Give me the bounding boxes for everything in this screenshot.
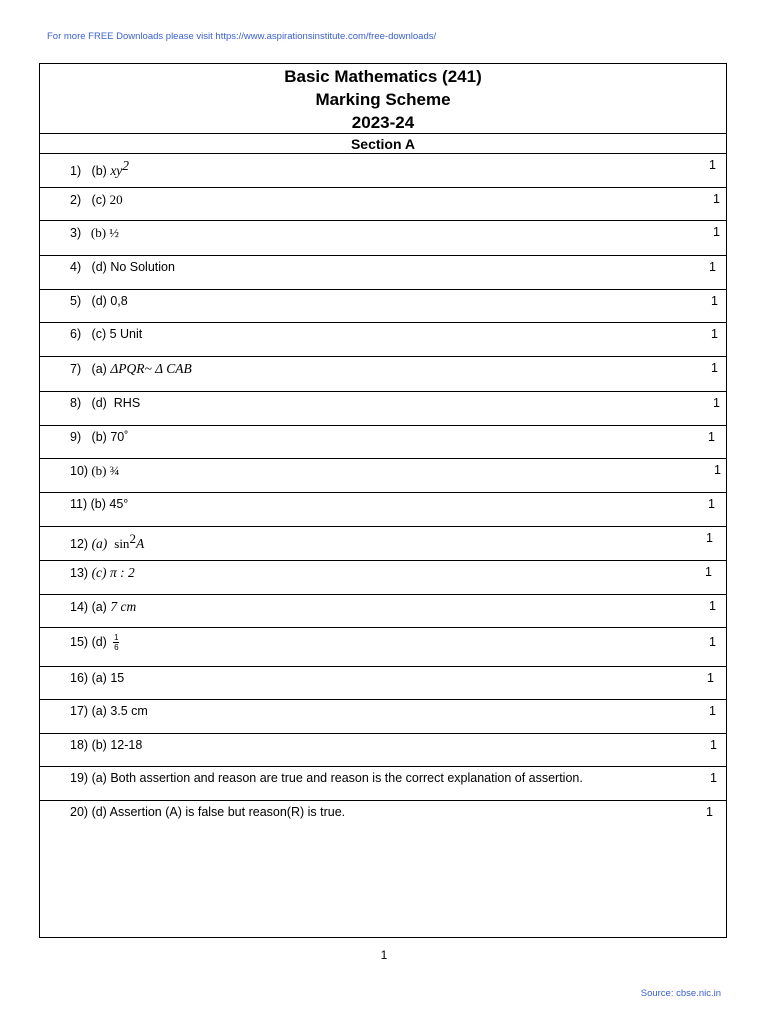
answer-marks: 1 <box>710 771 717 785</box>
answer-row <box>40 700 726 734</box>
answer-text: 4) (d) No Solution <box>70 260 175 274</box>
answer-text: 16) (a) 15 <box>70 671 125 685</box>
answer-text: 14) (a) 7 cm <box>70 599 137 614</box>
document-title: Basic Mathematics (241) <box>284 67 482 86</box>
answer-row <box>40 357 726 392</box>
answer-row <box>40 392 726 426</box>
answer-row <box>40 256 726 290</box>
answer-marks: 1 <box>711 294 718 308</box>
document-year: 2023-24 <box>351 113 415 132</box>
answer-row <box>40 323 726 357</box>
download-note: For more FREE Downloads please visit https://www.aspirationsinstitute.com/free-downloads/ <box>47 31 437 42</box>
answer-text: 20) (d) Assertion (A) is false but reason(R) is true. <box>70 805 346 819</box>
answer-row <box>40 667 726 700</box>
section-title: Section A <box>40 134 726 154</box>
answer-marks: 1 <box>709 158 716 172</box>
answer-row <box>40 493 726 527</box>
answer-row <box>40 221 726 256</box>
answer-text: 10) (b) ¾ <box>70 463 120 478</box>
answer-row <box>40 290 726 323</box>
answer-text: 7) (a) ΔPQR~ Δ CAB <box>70 361 192 376</box>
answer-row <box>40 459 726 493</box>
answer-row <box>40 527 726 561</box>
marking-scheme-table <box>39 63 727 938</box>
answer-marks: 1 <box>707 671 714 685</box>
answer-marks: 1 <box>706 805 713 819</box>
answer-marks: 1 <box>711 327 718 341</box>
answer-text: 2) (c) 20 <box>70 192 123 207</box>
answer-text: 15) (d) $\frac{1}{6}$ <box>70 633 119 652</box>
answer-text: 1) (b) $xy^2$ <box>70 158 130 179</box>
answer-text: 17) (a) 3.5 cm <box>70 704 148 718</box>
document-subtitle: Marking Scheme <box>315 90 451 109</box>
answer-marks: 1 <box>706 531 713 545</box>
answer-row <box>40 767 726 801</box>
answer-row <box>40 154 726 188</box>
answer-marks: 1 <box>709 635 716 649</box>
answer-row <box>40 734 726 767</box>
answer-marks: 1 <box>713 192 720 206</box>
answer-row <box>40 595 726 628</box>
answer-marks: 1 <box>708 497 715 511</box>
answer-marks: 1 <box>708 430 715 444</box>
answer-text: 19) (a) Both assertion and reason are true and reason is the correct explanation of assertion. <box>70 771 583 785</box>
answer-marks: 1 <box>713 225 720 239</box>
answer-text: 3) (b) ½ <box>70 225 120 240</box>
fraction: $\frac{1}{6}$ <box>114 633 119 652</box>
answer-marks: 1 <box>709 599 716 613</box>
answer-text: 8) (d) RHS <box>70 396 141 410</box>
answer-marks: 1 <box>705 565 712 579</box>
answer-marks: 1 <box>709 260 716 274</box>
answer-marks: 1 <box>711 361 718 375</box>
answer-row <box>40 188 726 221</box>
answer-text: 11) (b) 45° <box>70 497 129 511</box>
answer-marks: 1 <box>710 738 717 752</box>
answer-text: 13) (c) π : 2 <box>70 565 135 580</box>
page-number: 1 <box>380 948 388 962</box>
answer-row <box>40 426 726 459</box>
source-note: Source: cbse.nic.in <box>640 988 721 999</box>
answer-text: 6) (c) 5 Unit <box>70 327 143 341</box>
answer-row <box>40 561 726 595</box>
document-header <box>40 64 726 134</box>
answer-marks: 1 <box>713 396 720 410</box>
answer-row <box>40 801 726 937</box>
answer-row <box>40 628 726 667</box>
answer-marks: 1 <box>709 704 716 718</box>
answer-text: 9) (b) 70˚ <box>70 430 129 444</box>
answer-text: 12) (a) $\sin^2A$ <box>70 531 145 552</box>
answer-text: 5) (d) 0,8 <box>70 294 128 308</box>
answer-marks: 1 <box>714 463 721 477</box>
answer-text: 18) (b) 12-18 <box>70 738 143 752</box>
